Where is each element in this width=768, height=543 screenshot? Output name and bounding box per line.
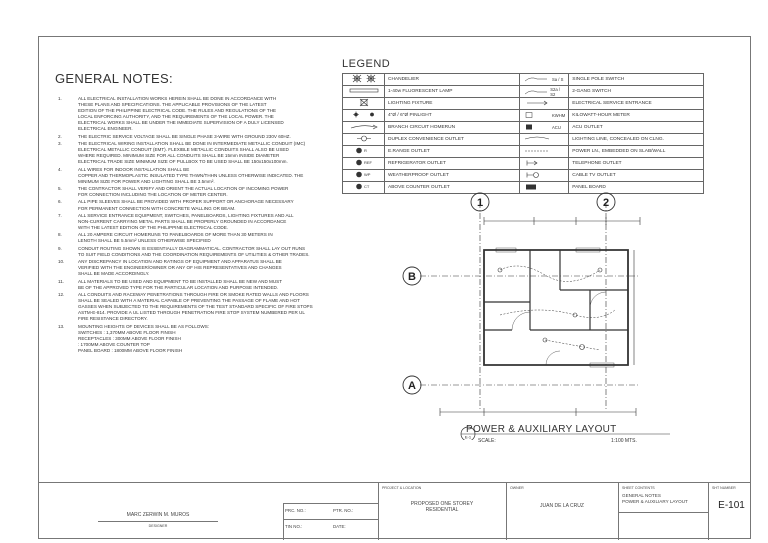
lighting-fixture-icon: [343, 98, 385, 110]
grid-label-2: 2: [602, 197, 610, 209]
sheet-number-label: SHT NUMBER: [712, 486, 736, 490]
grid-label-b: B: [408, 271, 416, 283]
note-text: ALL MATERIALS TO BE USED AND EQUIPMENT TO BE INSTALLED SHALL BE NEW AND MUST BE OF THE APPROVED TYPE FOR THE PARTICULAR LOCATION AND PURPOSE INTENDED.: [78, 278, 283, 290]
note-text: MOUNTING HEIGHTS OF DEVICES SHALL BE AS FOLLOWS: SWITCHES : 1,370MM ABOVE FLOOR FINISH RECEPTACLES : 300MM ABOVE FLOOR FINISH : 1700MM ABOVE COUNTER TOP PANEL BOARD : 1800MM ABOVE FLOOR FINISH: [78, 323, 210, 353]
legend-row: [343, 158, 704, 170]
legend-description-right: POWER LN., EMBEDDED ON SLAB/WALL: [569, 146, 704, 158]
general-note-item: [58, 324, 338, 354]
legend-symbol-code: [520, 74, 569, 86]
scale-value: 1:100 MTS.: [611, 438, 637, 444]
note-number: 10.: [58, 259, 65, 265]
legend-table: [342, 73, 704, 194]
general-note-item: [58, 279, 338, 291]
legend-description-right: ELECTRICAL SERVICE ENTRANCE: [569, 98, 704, 110]
ptr-label: PTR. NO.:: [333, 508, 354, 513]
sheet-number: E-101: [718, 500, 745, 511]
legend-symbol-code: [520, 98, 569, 110]
door-swing: [546, 351, 560, 365]
legend-description: ABOVE COUNTER OUTLET: [385, 182, 520, 194]
general-notes-title: GENERAL NOTES:: [55, 71, 173, 86]
legend-code-text: S2a / S2: [550, 86, 560, 97]
note-number: 3.: [58, 141, 62, 147]
legend-symbol-code: [520, 122, 569, 134]
title-block: [38, 482, 751, 540]
note-number: 2.: [58, 133, 62, 139]
legend-symbol-code: [520, 110, 569, 122]
legend-symbol-code: [520, 158, 569, 170]
range-outlet-icon: [343, 146, 385, 158]
legend-code-text: Sa / S: [552, 76, 564, 82]
legend-description-right: LIGHTING LINE, CONCEALED ON CLNG.: [569, 134, 704, 146]
owner-name: JUAN DE LA CRUZ: [540, 503, 584, 509]
legend-description: 1-40w FLUORESCENT LAMP: [385, 86, 520, 98]
note-number: 13.: [58, 323, 65, 329]
legend-description: E.RANGE OUTLET: [385, 146, 520, 158]
power-line: [545, 340, 600, 350]
note-number: 1.: [58, 96, 62, 101]
scale-label: SCALE:: [478, 438, 496, 444]
general-note-item: [58, 259, 338, 277]
legend-description: CHANDELIER: [385, 74, 520, 86]
general-note-item: [58, 199, 338, 211]
general-note-item: [58, 246, 338, 258]
chandelier-icon: [343, 74, 385, 86]
legend-description: 4"Ø / 6"Ø PINLIGHT: [385, 110, 520, 122]
legend-row: [343, 98, 704, 110]
date-label: DATE:: [333, 524, 346, 529]
svg-text:R: R: [363, 148, 367, 153]
power-line: [500, 310, 615, 318]
legend-description: LIGHTING FIXTURE: [385, 98, 520, 110]
counter-outlet-icon: [343, 182, 385, 194]
note-text: ALL 20 AMPERE CIRCUIT HOMERUNS TO PANELBOARDS OF MORE THAN 30 METERS IN LENGTH SHALL BE 5.5mm² UNLESS OTHERWISE SPECIFIED: [78, 232, 273, 244]
svg-text:REF: REF: [363, 160, 372, 165]
legend-symbol-code: [520, 86, 569, 98]
sheet-contents-label: SHEET CONTENTS: [622, 486, 655, 490]
legend-row: [343, 122, 704, 134]
prc-label: PRC. NO.:: [285, 508, 306, 513]
general-note-item: [58, 292, 338, 322]
legend-description-right: ACU OUTLET: [569, 122, 704, 134]
note-number: 11.: [58, 278, 65, 284]
exterior-walls: [484, 250, 628, 365]
note-number: 6.: [58, 199, 62, 205]
note-text: CONDUIT ROUTING SHOWN IS ESSENTIALLY DIAGRAMMATICAL. CONTRACTOR SHALL LAY OUT RUNS TO SUIT FIELD CONDITIONS AND THE COORDINATION REQUIREMENTS OF UTILITIES & OTHER TRADES.: [78, 245, 310, 257]
note-number: 8.: [58, 232, 62, 238]
legend-row: [343, 74, 704, 86]
note-text: ALL CONDUITS AND RACEWAY PENETRATIONS THROUGH FIRE OR SMOKE RATED WALLS AND FLOORS SHALL BE SEALED WITH A MATERIAL CAPABLE OF PREVENTING THE PASSAGE OF FLAME AND HOT GASSES WHEN SUBJECTED TO THE REQUIREMENTS OF THE TEST STANDARD SPECIFIC OF FIRE STOPS ASTM-E-814. PROVIDE A UL LISTED THROUGH PENETRATION FIRE STOP SYSTEM NUMBERED PER UL FIRE RESISTANCE DIRECTORY.: [78, 291, 313, 322]
legend-row: [343, 110, 704, 122]
legend-description-right: KILOWATT-HOUR METER: [569, 110, 704, 122]
fluorescent-icon: [343, 86, 385, 98]
door-swing: [512, 312, 530, 330]
legend-description: REFRIGERATOR OUTLET: [385, 158, 520, 170]
power-line: [500, 266, 600, 281]
duplex-outlet-icon: [343, 134, 385, 146]
svg-text:CT: CT: [363, 184, 369, 189]
engineer-role: DESIGNER: [148, 524, 168, 528]
legend-symbol-code: [520, 134, 569, 146]
tin-label: TIN NO.:: [285, 524, 303, 529]
pinlight-icon: [343, 110, 385, 122]
general-note-item: [58, 232, 338, 244]
note-number: 7.: [58, 212, 62, 218]
legend-description-right: 2-GANG SWITCH: [569, 86, 704, 98]
general-note-item: [58, 167, 338, 185]
note-text: THE CONTRACTOR SHALL VERIFY AND ORIENT THE ACTUAL LOCATION OF INCOMING POWER FOR CONNECTION INCLUDING THE LOCATION OF METER CENTER.: [78, 186, 289, 198]
general-notes-list: [58, 96, 338, 355]
note-text: ANY DISCREPANCY IN LOCATION AND RATINGS OF EQUIPMENT AND APPARATUS SHALL BE VERIFIED WITH THE ENGINEER/OWNER OR ANY OF HIS REPRESENTATIVES AND CHANGES SHALL BE MADE ACCORDINGLY.: [78, 259, 282, 277]
note-text: ALL PIPE SLEEVES SHALL BE PROVIDED WITH PROPER SUPPORT OR ANCHORAGE NECESSARY FOR PERMANENT CONNECTION WITH CONCRETE WALLING OR BEAM.: [78, 199, 294, 211]
grid-label-1: 1: [476, 197, 484, 209]
wp-outlet-icon: [343, 170, 385, 182]
legend-row: [343, 86, 704, 98]
general-note-item: [58, 213, 338, 231]
project-location-label: PROJECT & LOCATION: [382, 486, 422, 490]
legend-title: LEGEND: [342, 58, 391, 70]
grid-label-a: A: [408, 380, 416, 392]
svg-text:WP: WP: [363, 172, 370, 177]
engineer-name: MARC ZERWIN M. MUROS: [126, 512, 190, 518]
note-text: THE ELECTRIC SERVICE VOLTAGE SHALL BE SINGLE PHASE 3-WIRE WITH GROUND 230V 60HZ.: [78, 133, 291, 139]
project-name: PROPOSED ONE STOREY RESIDENTIAL: [410, 501, 474, 513]
legend-row: [343, 134, 704, 146]
legend-description: WEATHERPROOF OUTLET: [385, 170, 520, 182]
note-text: ALL ELECTRICAL INSTALLATION WORKS HEREIN SHALL BE DONE IN ACCORDANCE WITH THESE PLANS AND SPECIFICATIONS. THE APPLICABLE PROVISIONS OF THE LATEST EDITION OF THE PHILIPPINE ELECTRICAL CODE. THE RULES AND REGULATIONS OF THE LOCAL ENFORCING AUTHORITY, AND THE REQUIREMENTS OF THE LOCAL POWER. THE ELECTRICAL WORKS SHALL BE UNDER THE IMMEDIATE SUPERVISION OF A DULY LICENSED ELECTRICAL ENGINEER.: [78, 96, 284, 132]
legend-description: DUPLEX CONVENIENCE OUTLET: [385, 134, 520, 146]
door-swing: [590, 292, 606, 308]
general-note-item: [58, 186, 338, 198]
note-number: 12.: [58, 291, 65, 297]
note-number: 5.: [58, 186, 62, 192]
legend-description-right: PANEL BOARD: [569, 182, 704, 194]
legend-row: [343, 170, 704, 182]
legend-code-text: KWHM: [552, 112, 566, 118]
interior-walls: [484, 250, 628, 330]
note-text: ALL WIRES FOR INDOOR INSTALLATION SHALL BE COPPER AND THERMOPLASTIC INSULATED TYPE THWN/THHN UNLESS OTHERWISE INDICATED. THE MINIMUM SIZE FOR POWER AND LIGHTING SHALL BE 3.5mm².: [78, 166, 304, 184]
legend-code-text: ACU: [552, 124, 561, 130]
homerun-icon: [343, 122, 385, 134]
general-note-item: [58, 141, 338, 165]
legend-description: BRANCH CIRCUIT HOMERUN: [385, 122, 520, 134]
owner-label: OWNER: [510, 486, 524, 490]
legend-description-right: SINGLE POLE SWITCH: [569, 74, 704, 86]
legend-symbol-code: [520, 146, 569, 158]
legend-row: [343, 146, 704, 158]
general-note-item: [58, 96, 338, 133]
legend-description-right: CABLE TV OUTLET: [569, 170, 704, 182]
legend-description-right: TELEPHONE OUTLET: [569, 158, 704, 170]
power-auxiliary-floor-plan: [400, 190, 760, 440]
view-reference-label: E-1: [464, 434, 472, 440]
sheet-contents: GENERAL NOTES POWER & AUXILIARY LAYOUT: [622, 493, 688, 504]
note-text: THE ELECTRICAL WIRING INSTALLATION SHALL BE DONE IN INTERMEDIATE METALLIC CONDUIT (IMC) ELECTRICAL METALLIC CONDUIT (EMT). FLEXIBLE METALLIC CONDUITS SHALL ALSO BE USED WHERE REQUIRED. MINIMUM SIZE FOR ALL CONDUITS SHALL BE 15mm INSIDE DIAMETER ELECTRICAL TRADE SIZE MINIMUM SIZE OF PULLBOX TO BE USED SHALL BE 150x150x100mm.: [78, 141, 306, 165]
general-note-item: [58, 134, 338, 140]
note-text: ALL SERVICE ENTRANCE EQUIPMENT, SWITCHES, PANELBOARDS, LIGHTING FIXTURES AND ALL NON-CURRENT CARRYING METAL PARTS SHALL BE PROPERLY GROUNDED IN ACCORDANCE WITH THE LATEST EDITION OF THE PHILIPPINE ELECTRICAL CODE.: [78, 212, 294, 230]
legend-symbol-code: [520, 170, 569, 182]
ref-outlet-icon: [343, 158, 385, 170]
note-number: 9.: [58, 245, 62, 251]
plan-title: POWER & AUXILIARY LAYOUT: [466, 424, 617, 435]
note-number: 4.: [58, 166, 62, 172]
duplex-outlet-symbol: [573, 313, 577, 317]
